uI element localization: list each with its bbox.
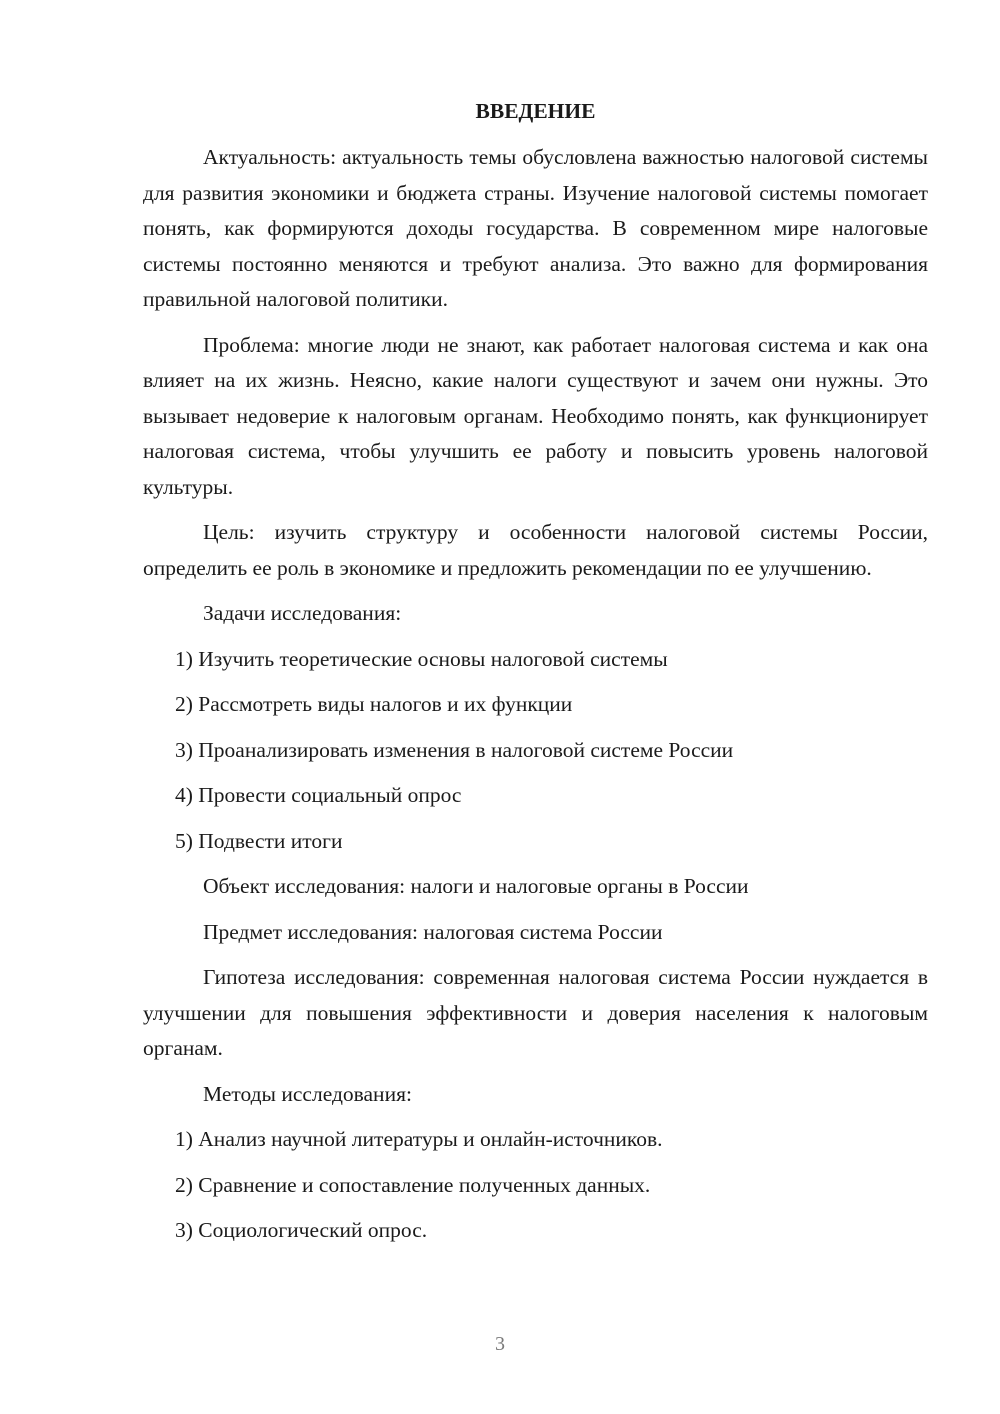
tasks-list — [143, 642, 928, 860]
task-item: 2) Рассмотреть виды налогов и их функции — [175, 692, 573, 716]
subject-line: Предмет исследования: налоговая система России — [203, 919, 663, 944]
goal-paragraph: Цель: изучить структуру и особенности налоговой системы России, определить ее роль в экономике и предложить рекомендации по ее улучшению. — [143, 520, 928, 580]
section-title: ВВЕДЕНИЕ — [475, 99, 596, 123]
method-item: 3) Социологический опрос. — [175, 1218, 428, 1242]
methods-list — [143, 1122, 928, 1249]
document-page — [143, 96, 928, 1259]
problem-paragraph: Проблема: многие люди не знают, как работает налоговая система и как она влияет на их жизнь. Неясно, какие налоги существуют и зачем они нужны. Это вызывает недоверие к налоговым органам. Необходимо понять, как функционирует налоговая система, чтобы улучшить ее работу и повысить уровень налоговой культуры. — [143, 332, 928, 499]
task-item: 3) Проанализировать изменения в налоговой системе России — [175, 737, 734, 762]
page-number: 3 — [495, 1333, 505, 1355]
hypothesis-paragraph: Гипотеза исследования: современная налоговая система России нуждается в улучшении для повышения эффективности и доверия населения к налоговым органам. — [143, 965, 928, 1060]
relevance-paragraph: Актуальность: актуальность темы обусловлена важностью налоговой системы для развития экономики и бюджета страны. Изучение налоговой системы помогает понять, как формируются доходы государства. В современном мире налоговые системы постоянно меняются и требуют анализа. Это важно для формирования правильной налоговой политики. — [143, 145, 928, 311]
method-item: 2) Сравнение и сопоставление полученных данных. — [175, 1172, 651, 1197]
object-line: Объект исследования: налоги и налоговые органы в России — [203, 874, 749, 898]
method-item: 1) Анализ научной литературы и онлайн-источников. — [175, 1127, 663, 1151]
task-item: 1) Изучить теоретические основы налоговой системы — [175, 646, 668, 671]
methods-heading: Методы исследования: — [203, 1081, 412, 1106]
task-item: 4) Провести социальный опрос — [175, 783, 462, 807]
task-item: 5) Подвести итоги — [175, 828, 343, 853]
tasks-heading: Задачи исследования: — [203, 601, 402, 625]
